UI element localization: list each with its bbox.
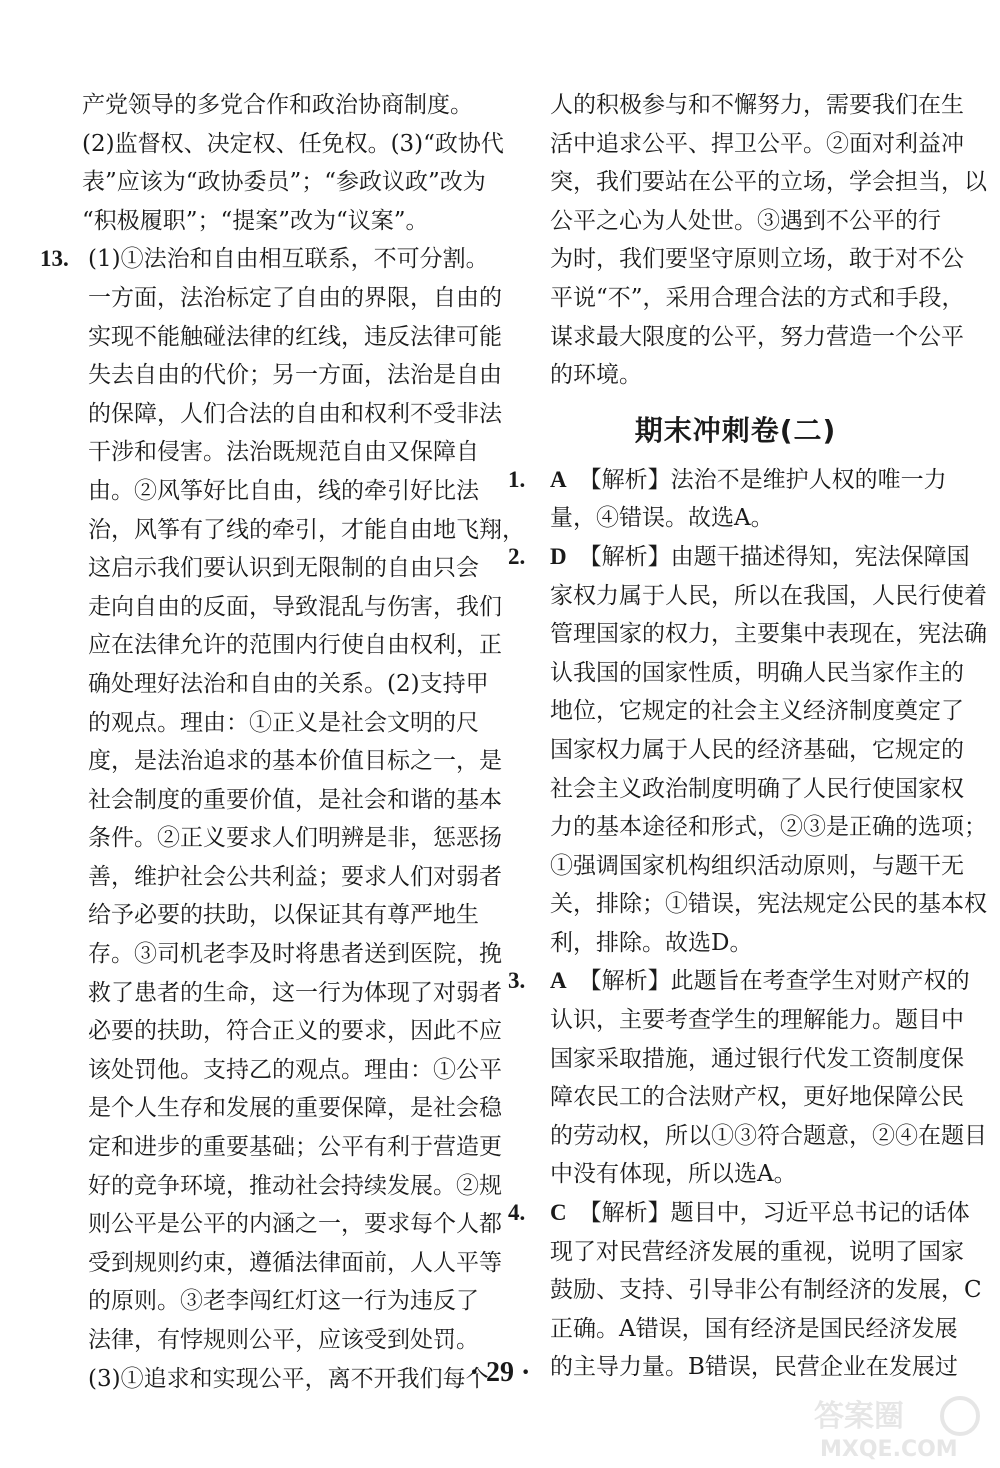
section-title: 期末冲刺卷(二) xyxy=(634,413,837,447)
item-explanation-line: 力的基本途径和形式，②③是正确的选项； xyxy=(550,814,987,841)
watermark-logo xyxy=(810,1392,990,1462)
answer-line: 善，维护社会公共利益；要求人们对弱者 xyxy=(88,863,502,890)
continuation-line: 活中追求公平、捍卫公平。②面对利益冲 xyxy=(550,130,964,157)
answer-line: 该处罚他。支持乙的观点。理由：①公平 xyxy=(88,1056,502,1083)
answer-line: 确处理好法治和自由的关系。(2)支持甲 xyxy=(88,670,489,697)
answer-line: 度，是法治追求的基本价值目标之一，是 xyxy=(88,748,502,775)
continuation-line: 的环境。 xyxy=(550,362,642,389)
item-answer-letter: C xyxy=(550,1200,567,1226)
item-explanation-line: 鼓励、支持、引导非公有制经济的发展，C xyxy=(550,1277,982,1304)
answer-line: (3)①追求和实现公平，离不开我们每个 xyxy=(88,1365,489,1392)
continuation-line: 平说“不”，采用合理合法的方式和手段， xyxy=(550,284,965,311)
item-explanation-line: 家权力属于人民，所以在我国，人民行使着 xyxy=(550,582,987,609)
answer-line: 给予必要的扶助，以保证其有尊严地生 xyxy=(88,902,479,929)
answer-item-2 xyxy=(508,538,970,577)
answer-line: 法律，有悖规则公平，应该受到处罚。 xyxy=(88,1327,479,1353)
item-answer-letter: A xyxy=(550,466,567,492)
item-explanation-line: 现了对民营经济发展的重视，说明了国家 xyxy=(550,1238,964,1265)
item-explanation-line: 正确。A错误，国有经济是国民经济发展 xyxy=(550,1315,958,1342)
answer-item-3 xyxy=(508,962,970,1001)
item-explanation-line: 利，排除。故选D。 xyxy=(550,929,753,956)
answer-line: 必要的扶助，符合正义的要求，因此不应 xyxy=(88,1018,502,1045)
answer-text: (1)①法治和自由相互联系，不可分割。 xyxy=(88,246,489,273)
answer-line: 好的竞争环境，推动社会持续发展。②规 xyxy=(88,1172,502,1199)
answer-line: 救了患者的生命，这一行为体现了对弱者 xyxy=(88,979,502,1006)
continuation-line: 公平之心为人处世。③遇到不公平的行 xyxy=(550,207,941,234)
answer-line: 应在法律允许的范围内行使自由权利，正 xyxy=(88,632,502,659)
page-number: · 29 · xyxy=(469,1357,531,1388)
answer-circle-logo-icon xyxy=(814,1398,978,1462)
item-explanation: 【解析】此题旨在考查学生对财产权的 xyxy=(578,968,970,995)
continuation-line: 为时，我们要坚守原则立场，敢于对不公 xyxy=(550,246,964,273)
continuation-line: 谋求最大限度的公平，努力营造一个公平 xyxy=(550,323,964,350)
item-explanation-line: 的主导力量。B错误，民营企业在发展过 xyxy=(550,1354,958,1381)
watermark-text-bottom: MXQE.COM xyxy=(820,1437,958,1462)
item-explanation-line: 障农民工的合法财产权，更好地保障公民 xyxy=(550,1084,964,1111)
continuation-line: 人的积极参与和不懈努力，需要我们在生 xyxy=(550,92,964,118)
answer-line: 社会制度的重要价值，是社会和谐的基本 xyxy=(88,786,502,813)
item-explanation-line: 国家权力属于人民的经济基础，它规定的 xyxy=(550,736,964,763)
answer-line: 实现不能触碰法律的红线，违反法律可能 xyxy=(88,323,502,350)
item-explanation-line: 国家采取措施，通过银行代发工资制度保 xyxy=(550,1045,964,1072)
answer-line: 存。③司机老李及时将患者送到医院，挽 xyxy=(88,941,502,968)
answer-line: 走向自由的反面，导致混乱与伤害，我们 xyxy=(88,593,502,620)
item-explanation-line: 认识，主要考查学生的理解能力。题目中 xyxy=(550,1007,964,1034)
right-column xyxy=(508,86,987,1387)
question-13-first-line xyxy=(40,240,489,279)
answer-line: 这启示我们要认识到无限制的自由只会 xyxy=(88,555,479,582)
item-explanation: 【解析】法治不是维护人权的唯一力 xyxy=(578,466,947,493)
answer-item-4 xyxy=(508,1194,970,1233)
item-explanation-line: 中没有体现，所以选A。 xyxy=(550,1161,797,1188)
answer-line: 受到规则约束，遵循法律面前，人人平等 xyxy=(88,1249,502,1276)
item-explanation-line: 的劳动权，所以①③符合题意，②④在题目 xyxy=(550,1122,987,1149)
item-explanation-line: 社会主义政治制度明确了人民行使国家权 xyxy=(550,775,964,802)
item-explanation-line: 关，排除；①错误，宪法规定公民的基本权 xyxy=(550,891,987,918)
item-explanation-line: 地位，它规定的社会主义经济制度奠定了 xyxy=(550,698,964,725)
answer-line: 是个人生存和发展的重要保障，是社会稳 xyxy=(88,1095,502,1122)
continuation-line: 表”应该为“政协委员”；“参政议政”改为 xyxy=(82,169,486,196)
answer-line: 治，风筝有了线的牵引，才能自由地飞翔， xyxy=(88,516,525,543)
answer-line: 的观点。理由：①正义是社会文明的尺 xyxy=(88,709,479,736)
continuation-line: “积极履职”；“提案”改为“议案”。 xyxy=(82,207,429,234)
answer-line: 一方面，法治标定了自由的界限，自由的 xyxy=(88,284,502,311)
answer-line: 的保障，人们合法的自由和权利不受非法 xyxy=(88,400,502,427)
item-answer-letter: D xyxy=(550,543,567,569)
answer-line: 条件。②正义要求人们明辨是非，惩恶扬 xyxy=(88,825,502,852)
question-number: 13. xyxy=(40,246,69,272)
item-explanation-line: 管理国家的权力，主要集中表现在，宪法确 xyxy=(550,621,987,648)
answer-line: 干涉和侵害。法治既规范自由又保障自 xyxy=(88,439,479,466)
continuation-line: 突，我们要站在公平的立场，学会担当，以 xyxy=(550,169,987,196)
answer-list xyxy=(508,461,987,1387)
continuation-line: (2)监督权、决定权、任免权。(3)“政协代 xyxy=(82,130,504,157)
item-number: 1. xyxy=(508,466,526,492)
answer-line: 失去自由的代价；另一方面，法治是自由 xyxy=(88,362,502,389)
item-number: 2. xyxy=(508,543,526,569)
item-number: 3. xyxy=(508,968,526,994)
answer-line: 则公平是公平的内涵之一，要求每个人都 xyxy=(88,1211,502,1238)
item-answer-letter: A xyxy=(550,968,567,994)
answer-line: 定和进步的重要基础；公平有利于营造更 xyxy=(88,1134,502,1161)
item-explanation: 【解析】由题干描述得知，宪法保障国 xyxy=(578,543,970,570)
item-explanation: 【解析】题目中，习近平总书记的话体 xyxy=(578,1200,970,1227)
watermark-text-top: 答案圈 xyxy=(814,1399,904,1434)
item-explanation-line: 认我国的国家性质，明确人民当家作主的 xyxy=(550,659,964,686)
continuation-line: 产党领导的多党合作和政治协商制度。 xyxy=(82,92,473,118)
answer-line: 由。②风筝好比自由，线的牵引好比法 xyxy=(88,477,479,504)
answer-line: 的原则。③老李闯红灯这一行为违反了 xyxy=(88,1288,479,1315)
item-number: 4. xyxy=(508,1200,526,1226)
item-explanation-line: ①强调国家机构组织活动原则，与题干无 xyxy=(550,852,964,879)
item-explanation-line: 量，④错误。故选A。 xyxy=(550,505,774,532)
answer-item-1 xyxy=(508,461,963,500)
